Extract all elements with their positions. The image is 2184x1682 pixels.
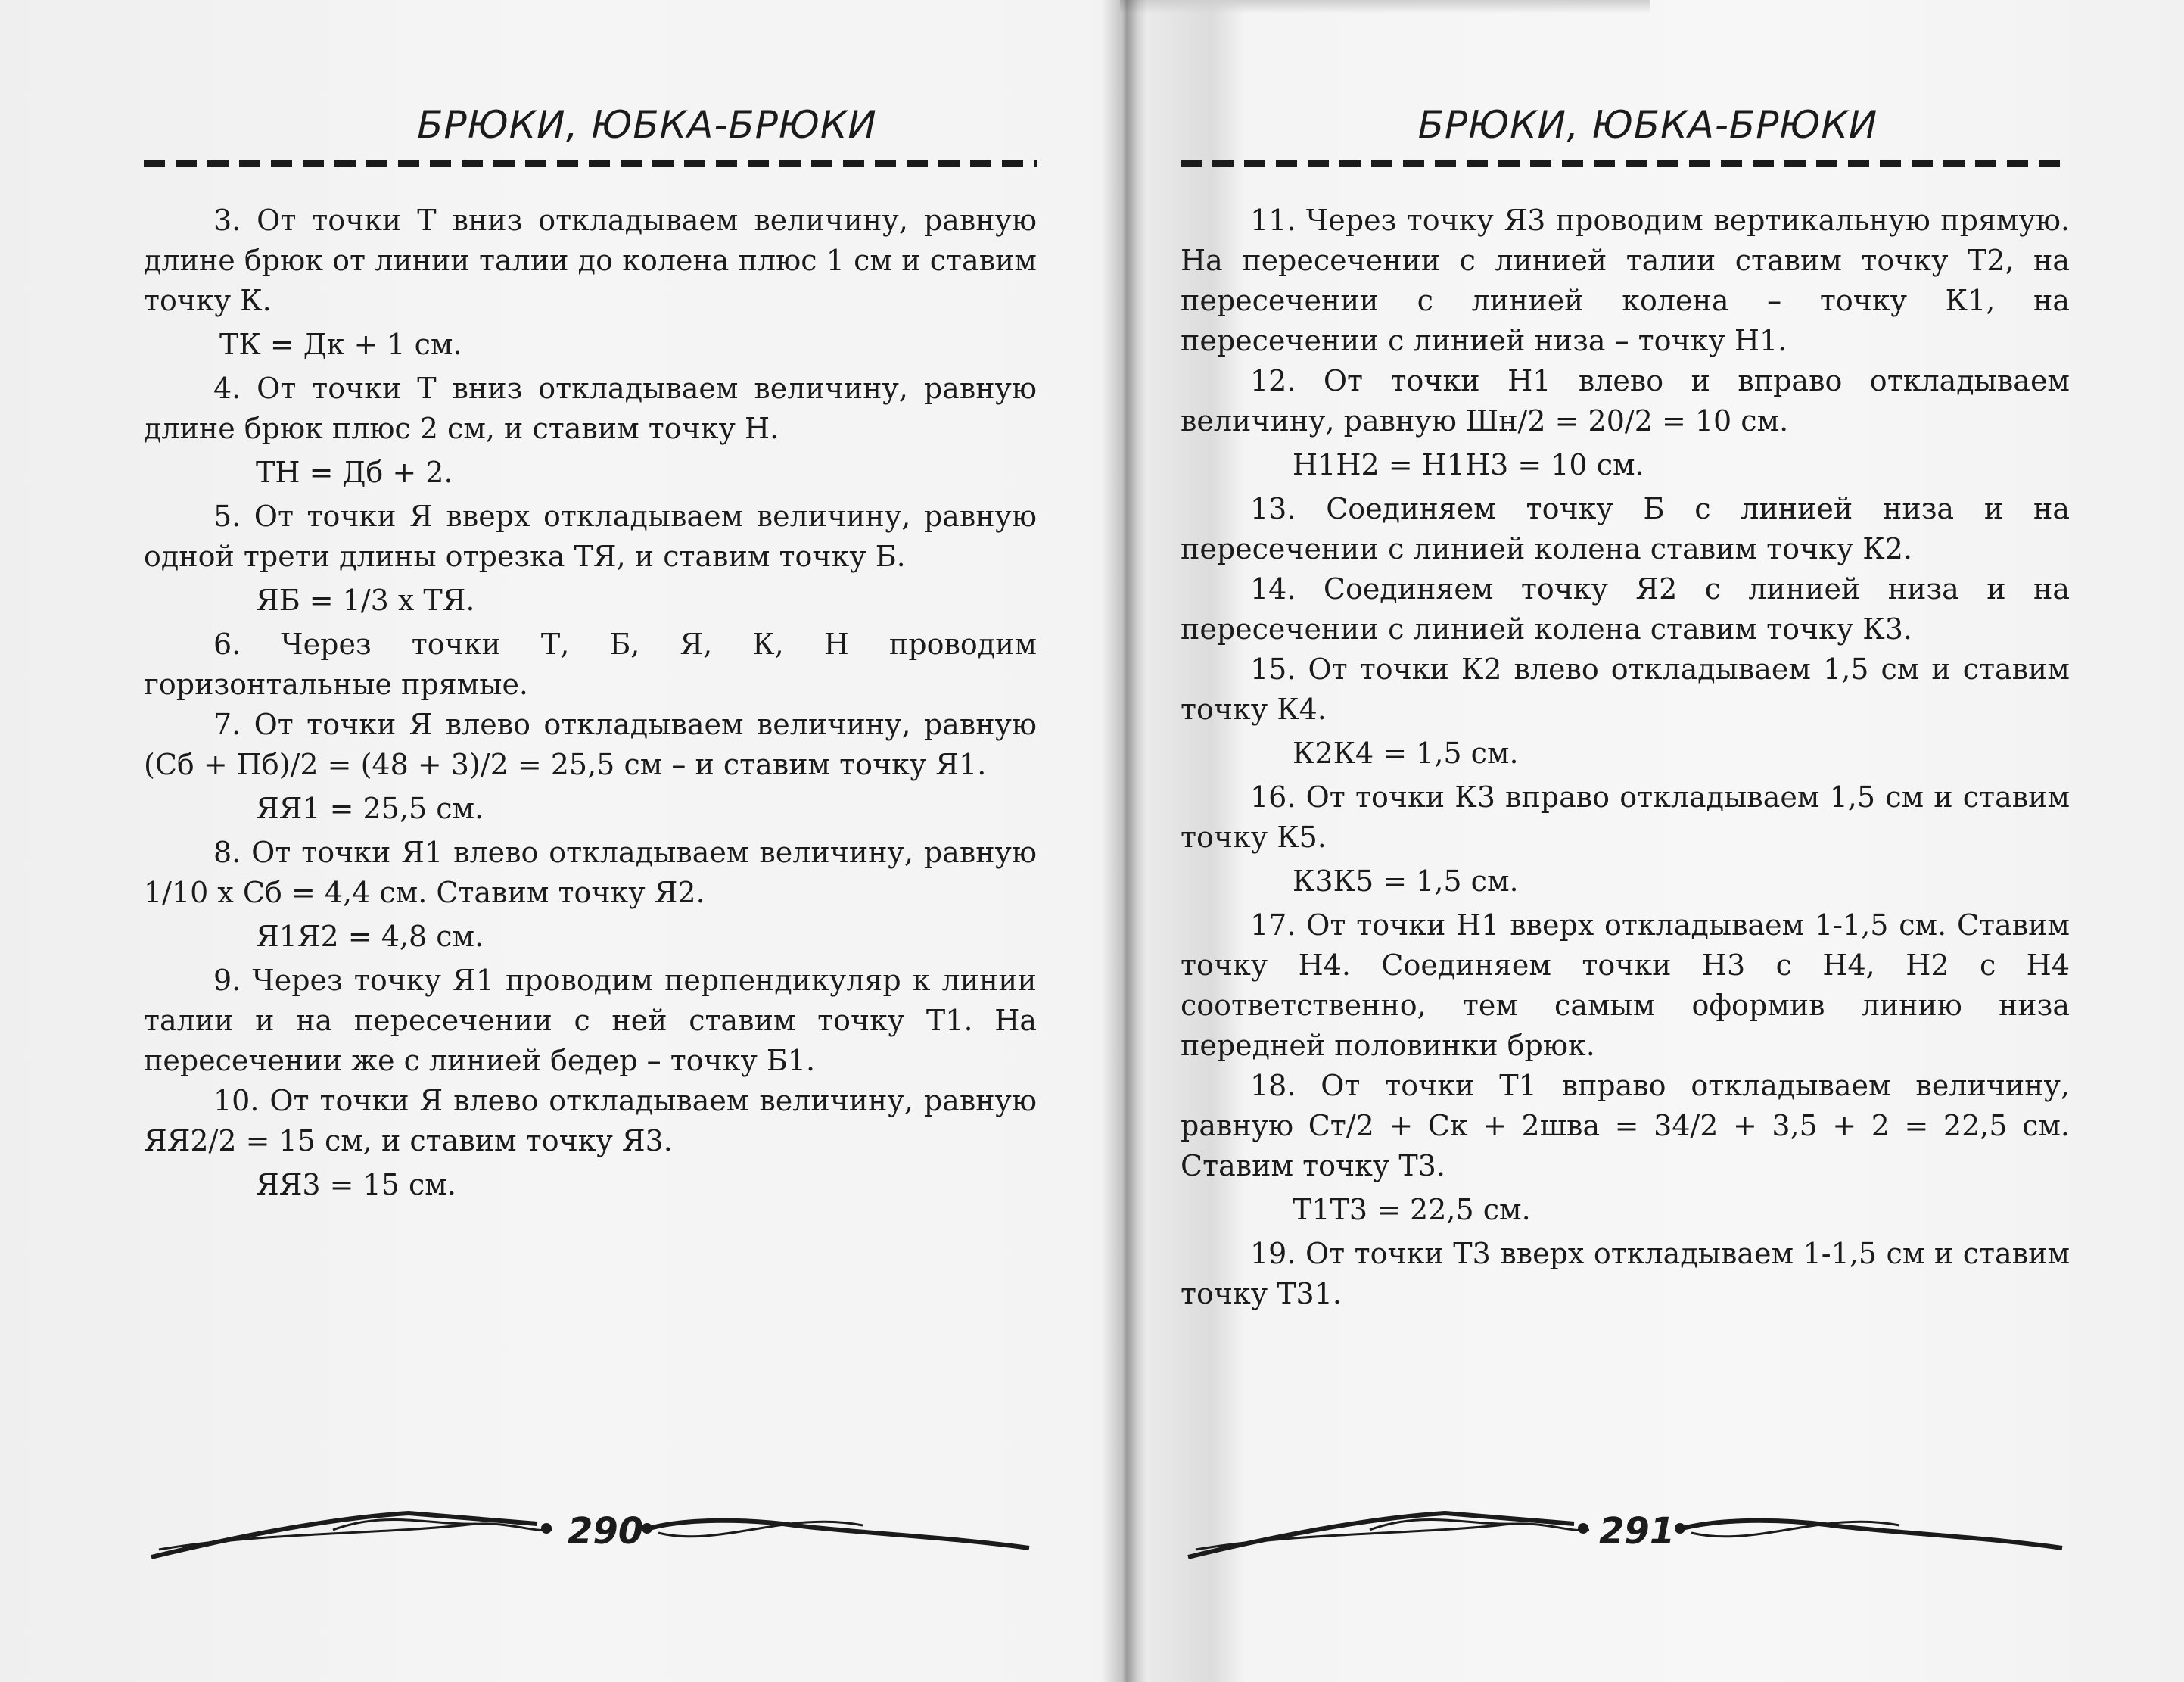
step-6: 6. Через точки Т, Б, Я, К, Н проводим горизонтальные прямые. bbox=[144, 628, 1037, 701]
formula-10: ЯЯ3 = 15 см. bbox=[256, 1168, 456, 1201]
formula-4: ТН = Дб + 2. bbox=[256, 456, 453, 489]
step-4: 4. От точки Т вниз откладываем величину, равную длине брюк плюс 2 см, и ставим точку Н. bbox=[144, 372, 1037, 445]
page-number: 290 bbox=[568, 1510, 644, 1553]
header-dashed-rule bbox=[1181, 160, 2070, 167]
right-page bbox=[1181, 0, 2070, 1682]
formula-5: ЯБ = 1/3 х ТЯ. bbox=[256, 584, 475, 617]
step-7: 7. От точки Я влево откладываем величину, равную (Сб + Пб)/2 = (48 + 3)/2 = 25,5 см – и ставим точку Я1. bbox=[144, 708, 1037, 781]
page-footer-ornament bbox=[1181, 1503, 2070, 1571]
page-body bbox=[1181, 201, 2070, 1314]
step-13: 13. Соединяем точку Б с линией низа и на пересечении с линией колена ставим точку К2. bbox=[1181, 492, 2070, 565]
page-footer-ornament bbox=[144, 1503, 1037, 1571]
running-header: БРЮКИ, ЮБКА-БРЮКИ bbox=[417, 103, 877, 147]
step-17: 17. От точки Н1 вверх откладываем 1-1,5 см. Ставим точку Н4. Соединяем точки Н3 с Н4, Н2 с Н4 соответственно, тем самым оформив линию низа передней половинки брюк. bbox=[1181, 908, 2070, 1062]
formula-15: К2К4 = 1,5 см. bbox=[1293, 737, 1519, 770]
formula-8: Я1Я2 = 4,8 см. bbox=[256, 920, 484, 953]
book-gutter bbox=[1102, 0, 1147, 1682]
step-11: 11. Через точку Я3 проводим вертикальную прямую. На пересечении с линией талии ставим точку Т2, на пересечении с линией колена – точку К1, на пересечении с линией низа – точку Н1. bbox=[1181, 204, 2070, 357]
step-10: 10. От точки Я влево откладываем величину, равную ЯЯ2/2 = 15 см, и ставим точку Я3. bbox=[144, 1084, 1037, 1157]
step-15: 15. От точки К2 влево откладываем 1,5 см и ставим точку К4. bbox=[1181, 653, 2070, 726]
step-9: 9. Через точку Я1 проводим перпендикуляр к линии талии и на пересечении с ней ставим точку Т1. На пересечении же с линией бедер – точку Б1. bbox=[144, 964, 1037, 1077]
header-dashed-rule bbox=[144, 160, 1037, 167]
formula-7: ЯЯ1 = 25,5 см. bbox=[256, 792, 484, 825]
step-3: 3. От точки Т вниз откладываем величину, равную длине брюк от линии талии до колена плюс 1 см и ставим точку К. bbox=[144, 204, 1037, 317]
left-page bbox=[144, 0, 1037, 1682]
formula-12: Н1Н2 = Н1Н3 = 10 см. bbox=[1293, 448, 1644, 481]
formula-16: К3К5 = 1,5 см. bbox=[1293, 864, 1519, 898]
formula-3: ТК = Дк + 1 см. bbox=[219, 328, 462, 361]
step-12: 12. От точки Н1 влево и вправо откладываем величину, равную Шн/2 = 20/2 = 10 см. bbox=[1181, 364, 2070, 438]
step-14: 14. Соединяем точку Я2 с линией низа и на пересечении с линией колена ставим точку К3. bbox=[1181, 572, 2070, 646]
step-19: 19. От точки Т3 вверх откладываем 1-1,5 см и ставим точку Т31. bbox=[1181, 1237, 2070, 1310]
step-18: 18. От точки Т1 вправо откладываем величину, равную Ст/2 + Ск + 2шва = 34/2 + 3,5 + 2 = 22,5 см. Ставим точку Т3. bbox=[1181, 1069, 2070, 1182]
running-header: БРЮКИ, ЮБКА-БРЮКИ bbox=[1417, 103, 1878, 147]
step-16: 16. От точки К3 вправо откладываем 1,5 см и ставим точку К5. bbox=[1181, 780, 2070, 854]
step-5: 5. От точки Я вверх откладываем величину, равную одной трети длины отрезка ТЯ, и ставим точку Б. bbox=[144, 500, 1037, 573]
page-body bbox=[144, 201, 1037, 1209]
step-8: 8. От точки Я1 влево откладываем величину, равную 1/10 х Сб = 4,4 см. Ставим точку Я2. bbox=[144, 836, 1037, 909]
formula-18: Т1Т3 = 22,5 см. bbox=[1293, 1193, 1531, 1226]
page-number: 291 bbox=[1599, 1510, 1675, 1553]
